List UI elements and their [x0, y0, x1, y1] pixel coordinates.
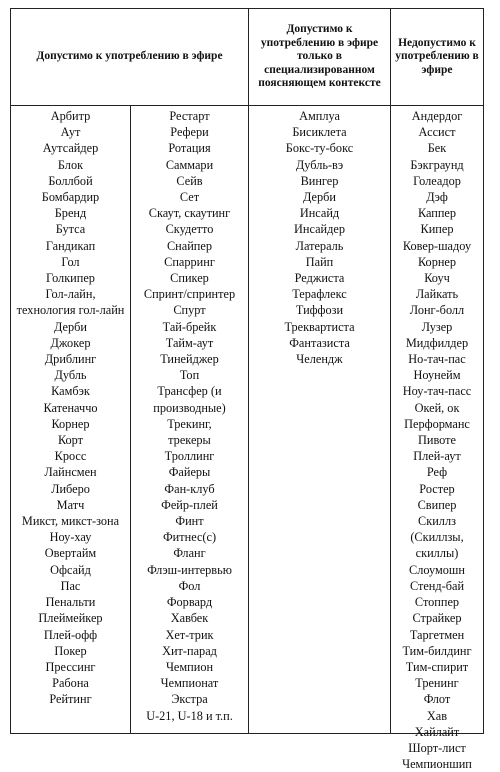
- term-cell: скиллы): [415, 546, 459, 561]
- term-cell: Рефери: [170, 125, 209, 140]
- term-cell: Тинейджер: [160, 352, 219, 367]
- term-cell: Скудетто: [165, 222, 214, 237]
- term-cell: Фитнес(с): [162, 530, 217, 545]
- term-cell: Ростер: [419, 481, 455, 496]
- term-cell: Рестарт: [169, 109, 210, 123]
- term-cell: Корнер: [417, 254, 457, 269]
- term-cell: Инсайд: [299, 206, 340, 221]
- term-cell: Амплуа: [299, 109, 340, 123]
- term-cell: Лайкать: [415, 287, 459, 302]
- term-cell: Овертайм: [44, 546, 97, 561]
- term-cell: производные): [153, 400, 226, 415]
- term-cell: (Скиллзы,: [410, 530, 464, 545]
- term-cell: Ноунейм: [413, 368, 461, 383]
- term-cell: Треквартиста: [284, 319, 355, 334]
- term-cell: Коуч: [424, 271, 450, 286]
- term-cell: Арбитр: [50, 109, 91, 123]
- term-cell: Флэш-интервью: [147, 562, 232, 577]
- term-cell: Флот: [423, 692, 451, 707]
- term-cell: Бисиклета: [292, 125, 347, 140]
- column-allowed-1: [11, 105, 131, 733]
- term-cell: Пивоте: [417, 433, 456, 448]
- term-cell: Скиллз: [418, 514, 456, 529]
- term-cell: Бек: [427, 141, 447, 156]
- term-cell: Рабона: [52, 676, 89, 691]
- term-cell: Реф: [426, 465, 448, 480]
- term-cell: Челендж: [296, 352, 343, 367]
- term-cell: Спарринг: [164, 254, 215, 269]
- term-cell: Голеадор: [413, 173, 461, 188]
- term-cell: Форвард: [166, 595, 213, 610]
- term-cell: Бэкграунд: [410, 157, 464, 172]
- term-cell: Джокер: [50, 335, 91, 350]
- term-cell: Шорт-лист: [408, 740, 466, 755]
- term-cell: Плеймейкер: [38, 611, 103, 626]
- term-cell: Окей, ок: [414, 400, 460, 415]
- term-cell: Гандикап: [45, 238, 96, 253]
- term-cell: Бренд: [54, 206, 87, 221]
- term-cell: Бомбардир: [41, 190, 100, 205]
- term-cell: Чемпионшип: [402, 757, 472, 772]
- term-cell: Инсайдер: [294, 222, 345, 237]
- term-cell: Саммари: [165, 157, 214, 172]
- term-cell: Троллинг: [164, 449, 215, 464]
- term-cell: Дерби: [303, 190, 336, 205]
- term-cell: Стоппер: [414, 595, 460, 610]
- term-cell: Снайпер: [166, 238, 212, 253]
- header-allowed: Допустимо к употреблению в эфире: [11, 9, 249, 105]
- term-cell: Финт: [175, 514, 204, 529]
- term-cell: Скаут, скаутинг: [148, 206, 231, 221]
- term-cell: Вингер: [300, 173, 339, 188]
- term-cell: Бокс-ту-бокс: [285, 141, 354, 156]
- term-cell: Бутса: [55, 222, 86, 237]
- term-cell: Хав: [426, 708, 448, 723]
- term-cell: Фол: [178, 578, 201, 593]
- term-cell: Пенальти: [45, 595, 96, 610]
- term-cell: Голкипер: [46, 271, 95, 286]
- column-allowed-2: [131, 105, 249, 733]
- term-cell: Дубль-вэ: [295, 157, 344, 172]
- term-cell: Чемпионат: [160, 676, 219, 691]
- term-cell: Трансфер (и: [157, 384, 222, 399]
- term-cell: Ноу-хау: [49, 530, 92, 545]
- term-cell: Сейв: [176, 173, 203, 188]
- term-cell: Рейтинг: [49, 692, 92, 707]
- term-cell: Дубль: [54, 368, 87, 383]
- term-cell: Спринт/спринтер: [143, 287, 236, 302]
- term-cell: Плей-аут: [413, 449, 461, 464]
- term-cell: Пас: [60, 578, 81, 593]
- term-cell: Но-тач-пас: [408, 352, 466, 367]
- term-cell: Катеначчо: [43, 400, 98, 415]
- term-cell: Микст, микст-зона: [21, 514, 120, 529]
- term-cell: Фантазиста: [289, 335, 350, 350]
- term-cell: Экстра: [171, 692, 208, 707]
- term-cell: Ноу-тач-пасс: [402, 384, 472, 399]
- term-cell: Спурт: [173, 303, 206, 318]
- term-cell: Корнер: [51, 416, 90, 431]
- term-cell: Покер: [54, 643, 87, 658]
- term-cell: Хавбек: [170, 611, 209, 626]
- term-cell: U-21, U-18 и т.п.: [146, 708, 233, 723]
- term-cell: Лузер: [421, 319, 453, 334]
- term-cell: Тайм-аут: [165, 335, 214, 350]
- term-cell: Кросс: [54, 449, 87, 464]
- term-cell: Свипер: [417, 497, 457, 512]
- term-cell: Камбэк: [51, 384, 90, 399]
- term-cell: Спикер: [170, 271, 209, 286]
- term-cell: технология гол-лайн: [16, 303, 125, 318]
- term-cell: Плей-офф: [43, 627, 98, 642]
- term-cell: Хет-трик: [165, 627, 214, 642]
- term-cell: Боллбой: [48, 173, 93, 188]
- header-forbidden: Недопустимо к употреблению в эфире: [395, 36, 479, 76]
- term-cell: трекеры: [168, 433, 211, 448]
- term-cell: Хит-парад: [162, 643, 217, 658]
- term-cell: Файеры: [168, 465, 211, 480]
- term-cell: Пайп: [305, 254, 334, 269]
- term-cell: Фан-клуб: [164, 481, 215, 496]
- term-cell: Ковер-шадоу: [402, 238, 472, 253]
- term-cell: Корт: [57, 433, 84, 448]
- term-cell: Тай-брейк: [162, 319, 217, 334]
- term-cell: Блок: [57, 157, 84, 172]
- term-cell: Ассист: [418, 125, 456, 140]
- term-cell: Каппер: [417, 206, 457, 221]
- term-cell: Терафлекс: [292, 287, 347, 302]
- term-cell: Аутсайдер: [42, 141, 99, 156]
- term-cell: Таргетмен: [409, 627, 465, 642]
- term-cell: Страйкер: [412, 611, 462, 626]
- term-cell: Трекинг,: [167, 416, 212, 431]
- term-cell: Ротация: [168, 141, 211, 156]
- term-cell: Латераль: [295, 238, 344, 253]
- term-cell: Перформанс: [404, 416, 470, 431]
- term-cell: Лонг-болл: [409, 303, 465, 318]
- column-forbidden: [391, 105, 483, 772]
- term-cell: Хайлайт: [414, 724, 460, 739]
- term-cell: Аут: [60, 125, 81, 140]
- term-cell: Тренинг: [415, 676, 459, 691]
- term-cell: Топ: [179, 368, 200, 383]
- column-contextual: [249, 105, 391, 733]
- term-cell: Реджиста: [294, 271, 345, 286]
- term-cell: Мидфилдер: [405, 335, 469, 350]
- terms-table: [10, 8, 484, 772]
- term-cell: Офсайд: [50, 562, 91, 577]
- term-cell: Лайнсмен: [44, 465, 97, 480]
- term-cell: Гол-лайн,: [45, 287, 96, 302]
- term-cell: Тим-билдинг: [402, 643, 472, 658]
- term-cell: Стенд-бай: [409, 578, 465, 593]
- term-cell: Дэф: [426, 190, 448, 205]
- term-cell: Тим-спирит: [405, 659, 469, 674]
- table-header: [11, 9, 483, 106]
- term-cell: Кипер: [420, 222, 454, 237]
- term-cell: Сет: [179, 190, 200, 205]
- term-cell: Прессинг: [45, 659, 96, 674]
- term-cell: Фланг: [173, 546, 206, 561]
- term-cell: Дриблинг: [44, 352, 97, 367]
- term-cell: Фейр-плей: [161, 497, 218, 512]
- term-cell: Слоумошн: [409, 562, 465, 577]
- term-cell: Тиффози: [295, 303, 344, 318]
- header-contextual: Допустимо к употреблению в эфире только в специализированном поясняющем контексте: [249, 9, 391, 105]
- term-cell: Андердог: [411, 109, 463, 123]
- term-cell: Либеро: [51, 481, 90, 496]
- term-cell: Дерби: [54, 319, 87, 334]
- term-cell: Гол: [61, 254, 80, 269]
- term-cell: Матч: [56, 497, 85, 512]
- term-cell: Чемпион: [165, 659, 214, 674]
